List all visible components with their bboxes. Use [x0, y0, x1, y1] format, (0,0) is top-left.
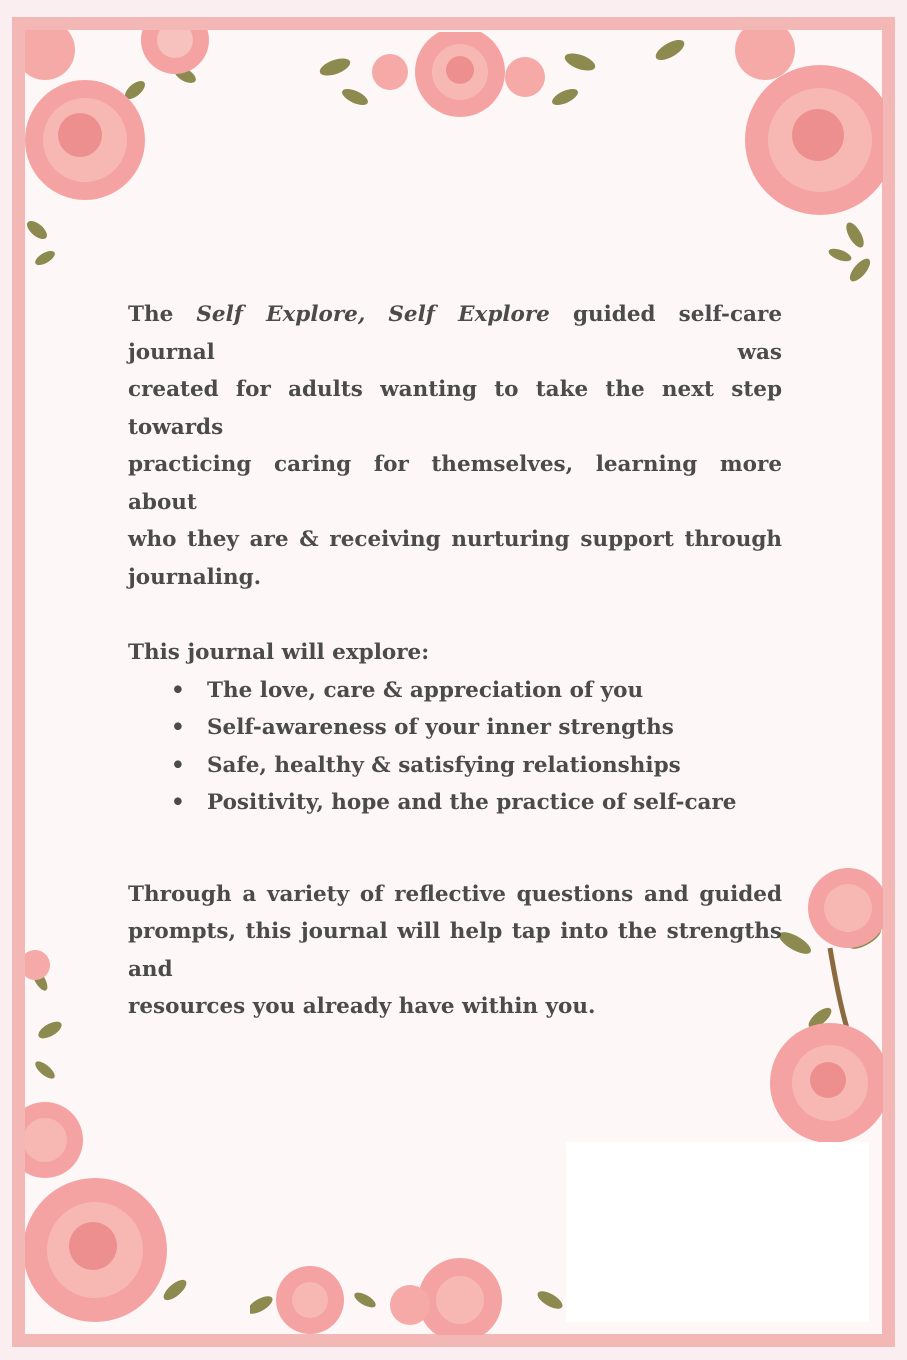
list-item-text: The love, care & appreciation of you — [207, 677, 644, 703]
floral-bottom-center-decoration — [250, 1245, 570, 1335]
intro-line3: practicing caring for themselves, learning more about — [128, 452, 782, 515]
closing-line1: Through a variety of reflective questions and guided — [128, 881, 782, 907]
closing-paragraph — [128, 876, 782, 1026]
intro-line5: journaling. — [128, 564, 262, 590]
intro-line4: who they are & receiving nurturing support through — [128, 527, 782, 552]
closing-line3: resources you already have within you. — [128, 994, 596, 1019]
bullet-icon: • — [171, 715, 185, 740]
bullet-icon: • — [171, 790, 185, 815]
floral-top-center-decoration — [310, 32, 610, 127]
intro-prefix: The — [128, 302, 197, 327]
explore-list — [128, 672, 782, 822]
barcode-placeholder-box — [566, 1142, 869, 1322]
bullet-icon: • — [171, 677, 185, 703]
journal-title: Self Explore, Self Explore — [196, 302, 550, 327]
intro-paragraph — [128, 296, 782, 596]
explore-heading: This journal will explore: — [128, 640, 430, 665]
list-item-text: Safe, healthy & satisfying relationships — [207, 752, 681, 778]
floral-top-right-decoration — [640, 30, 883, 300]
list-item — [128, 709, 782, 747]
list-item-text: Self-awareness of your inner strengths — [207, 715, 674, 740]
bullet-icon: • — [171, 752, 185, 778]
list-item — [128, 672, 782, 710]
intro-line2: created for adults wanting to take the next step towards — [128, 377, 782, 440]
list-item — [128, 784, 782, 822]
closing-line2: prompts, this journal will help tap into the strengths and — [128, 919, 782, 982]
back-cover-text — [128, 296, 782, 1026]
intro-line1-rest: guided self-care journal was — [128, 302, 782, 365]
floral-top-left-decoration — [25, 30, 255, 270]
list-item — [128, 747, 782, 785]
list-item-text: Positivity, hope and the practice of self-care — [207, 790, 737, 815]
